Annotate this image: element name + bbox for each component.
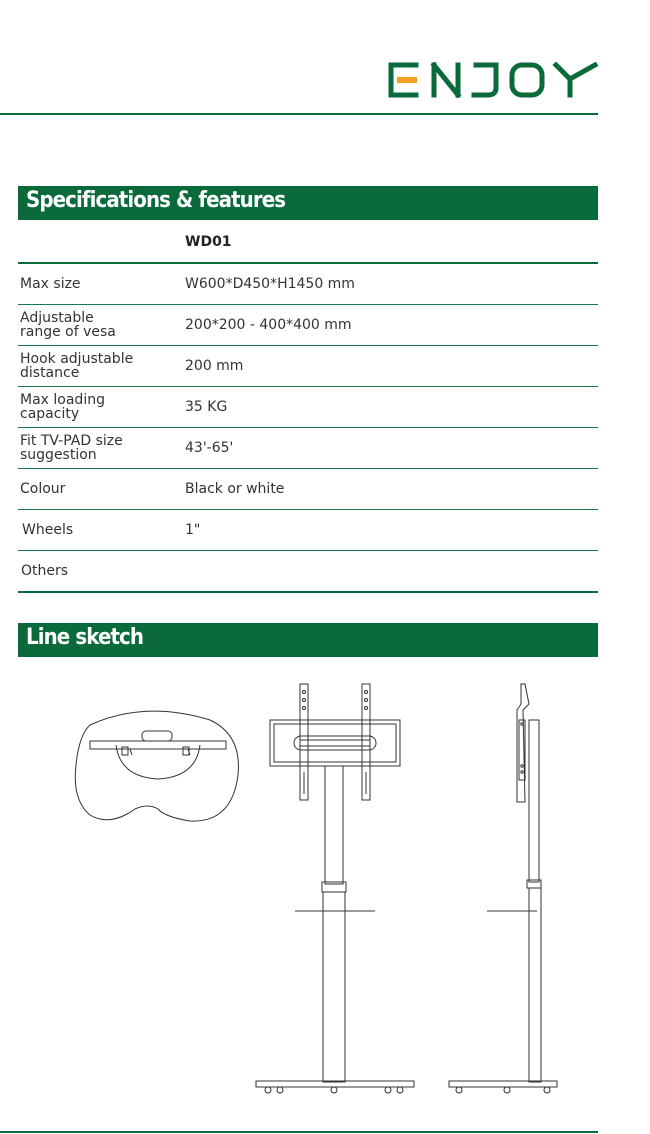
spec-label: Adjustable range of vesa [20, 310, 116, 340]
sketch-section-title: Line sketch [26, 625, 144, 650]
spec-value: Black or white [185, 481, 285, 497]
table-row [18, 387, 598, 428]
footer-rule [0, 1131, 598, 1133]
spec-label: Colour [20, 481, 66, 497]
top-view-sketch [70, 705, 250, 830]
spec-label: Others [21, 563, 69, 579]
table-row [18, 469, 598, 510]
table-row [18, 305, 598, 346]
specs-section-title: Specifications & features [26, 188, 286, 213]
specs-section-header [18, 186, 598, 220]
spec-value: 43'-65' [185, 440, 234, 456]
table-row [18, 551, 598, 593]
spec-value: 1" [185, 522, 201, 538]
side-view-sketch [445, 680, 565, 1095]
sketch-section-header [18, 623, 598, 657]
spec-value: 200*200 - 400*400 mm [185, 317, 352, 333]
enjoy-logo [388, 62, 598, 98]
front-view-sketch [250, 680, 420, 1095]
table-row [18, 428, 598, 469]
table-row [18, 346, 598, 387]
model-row [18, 222, 598, 264]
header-rule [0, 113, 598, 115]
spec-value: 35 KG [185, 399, 228, 415]
model-name: WD01 [185, 234, 232, 250]
table-row [18, 510, 598, 551]
spec-value: 200 mm [185, 358, 244, 374]
spec-label: Max size [20, 276, 81, 292]
spec-label: Max loading capacity [20, 392, 105, 422]
spec-table [18, 222, 598, 593]
spec-label: Wheels [22, 522, 74, 538]
table-row [18, 264, 598, 305]
spec-label: Hook adjustable distance [20, 351, 134, 381]
spec-value: W600*D450*H1450 mm [185, 276, 355, 292]
spec-label: Fit TV-PAD size suggestion [20, 433, 123, 463]
